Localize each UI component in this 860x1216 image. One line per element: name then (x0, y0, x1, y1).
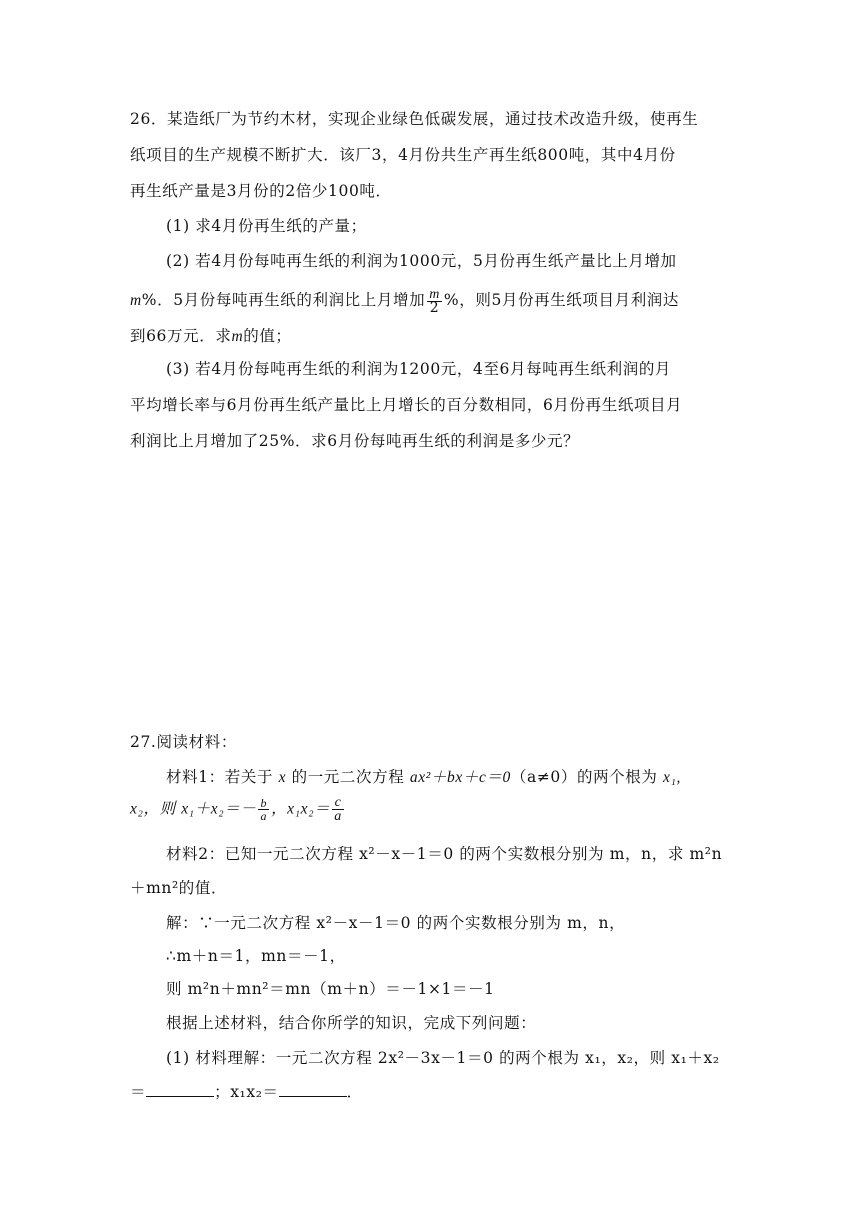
q27-part1-line1: (1) 材料理解：一元二次方程 2x²－3x－1＝0 的两个根为 x₁，x₂，则 x₁＋x₂ (166, 1049, 720, 1067)
mat1-sum: x₁＋x₂＝－ (181, 800, 257, 818)
mat1-roots: x₁, (663, 769, 681, 786)
q26-part3-line1: (3) 若4月份每吨再生纸的利润为1200元，4至6月每吨再生纸利润的月 (166, 360, 672, 378)
q26-line2: 纸项目的生产规模不断扩大．该厂3，4月份共生产再生纸800吨，其中4月份 (130, 146, 676, 164)
mat1-equation: ax²＋bx＋c＝0 (409, 769, 511, 786)
q26-line1: 26．某造纸厂为节约木材，实现企业绿色低碳发展，通过技术改造升级，使再生 (130, 110, 699, 128)
mat1-text-a: 材料1：若关于 (166, 768, 274, 786)
p1-eq-c: ． (346, 1083, 363, 1101)
fraction-numerator: b (260, 796, 268, 810)
q27-task: 根据上述材料，结合你所学的知识，完成下列问题： (166, 1014, 537, 1032)
q26-part2-line1: (2) 若4月份每吨再生纸的利润为1000元，5月份再生纸产量比上月增加 (166, 252, 677, 270)
q27-material2-line1: 材料2：已知一元二次方程 x²－x－1＝0 的两个实数根分别为 m，n，求 m²n (166, 845, 723, 863)
mat1-text-b: 的一元二次方程 (291, 768, 405, 786)
q26-line3: 再生纸产量是3月份的2倍少100吨． (130, 182, 392, 200)
answer-blank-sum[interactable] (146, 1082, 214, 1097)
q27-part1-line2 (130, 1081, 363, 1103)
answer-blank-product[interactable] (279, 1082, 347, 1097)
q26-part2-line2-text-a: %．5月份每吨再生纸的利润比上月增加 (141, 291, 426, 309)
q26-part2-line3 (130, 325, 292, 348)
fraction-m-over-2 (427, 288, 442, 314)
q27-solution-line1: 解：∵一元二次方程 x²－x－1＝0 的两个实数根分别为 m，n， (166, 914, 626, 932)
fraction-numerator: m (429, 287, 440, 302)
q27-material2-line2: ＋mn²的值． (130, 879, 228, 897)
q27-solution-line3: 则 m²n＋mn²＝mn（m＋n）＝－1×1＝－1 (166, 980, 495, 998)
q27-title: 27.阅读材料： (130, 733, 237, 751)
fraction-b-over-a (258, 797, 269, 822)
q26-part3-line3: 利润比上月增加了25%．求6月份每吨再生纸的利润是多少元？ (130, 432, 580, 450)
q27-solution-line2: ∴m＋n＝1，mn＝－1， (166, 947, 346, 965)
fraction-denominator: 2 (429, 300, 440, 316)
q26-part2-line3-text-a: 到66万元．求 (130, 327, 232, 345)
q26-part1: (1) 求4月份再生纸的产量； (166, 217, 367, 235)
q27-material1-line1 (166, 766, 681, 789)
var-m: m (130, 292, 142, 309)
q27-material1-line2 (130, 796, 346, 823)
fraction-numerator: c (332, 796, 344, 810)
q26-part2-line3-text-b: 的值； (243, 327, 292, 345)
mat1-line2-text: x₂，则 (130, 800, 176, 818)
q26-part2-line2 (130, 288, 679, 314)
p1-eq-a: ＝ (130, 1083, 147, 1101)
fraction-denominator: a (260, 809, 268, 823)
var-m-2: m (231, 328, 244, 345)
fraction-c-over-a (332, 796, 344, 823)
mat1-product: ，x₁x₂＝ (271, 800, 331, 818)
q26-part3-line2: 平均增长率与6月份再生纸产量比上月增长的百分数相同，6月份再生纸项目月 (130, 396, 683, 414)
mat1-text-c: （a≠0）的两个根为 (510, 768, 658, 786)
fraction-denominator: a (334, 809, 342, 824)
q26-part2-line2-text-b: %，则5月份再生纸项目月利润达 (443, 291, 680, 309)
var-x: x (278, 769, 287, 786)
p1-eq-b: ；x₁x₂＝ (214, 1083, 279, 1101)
